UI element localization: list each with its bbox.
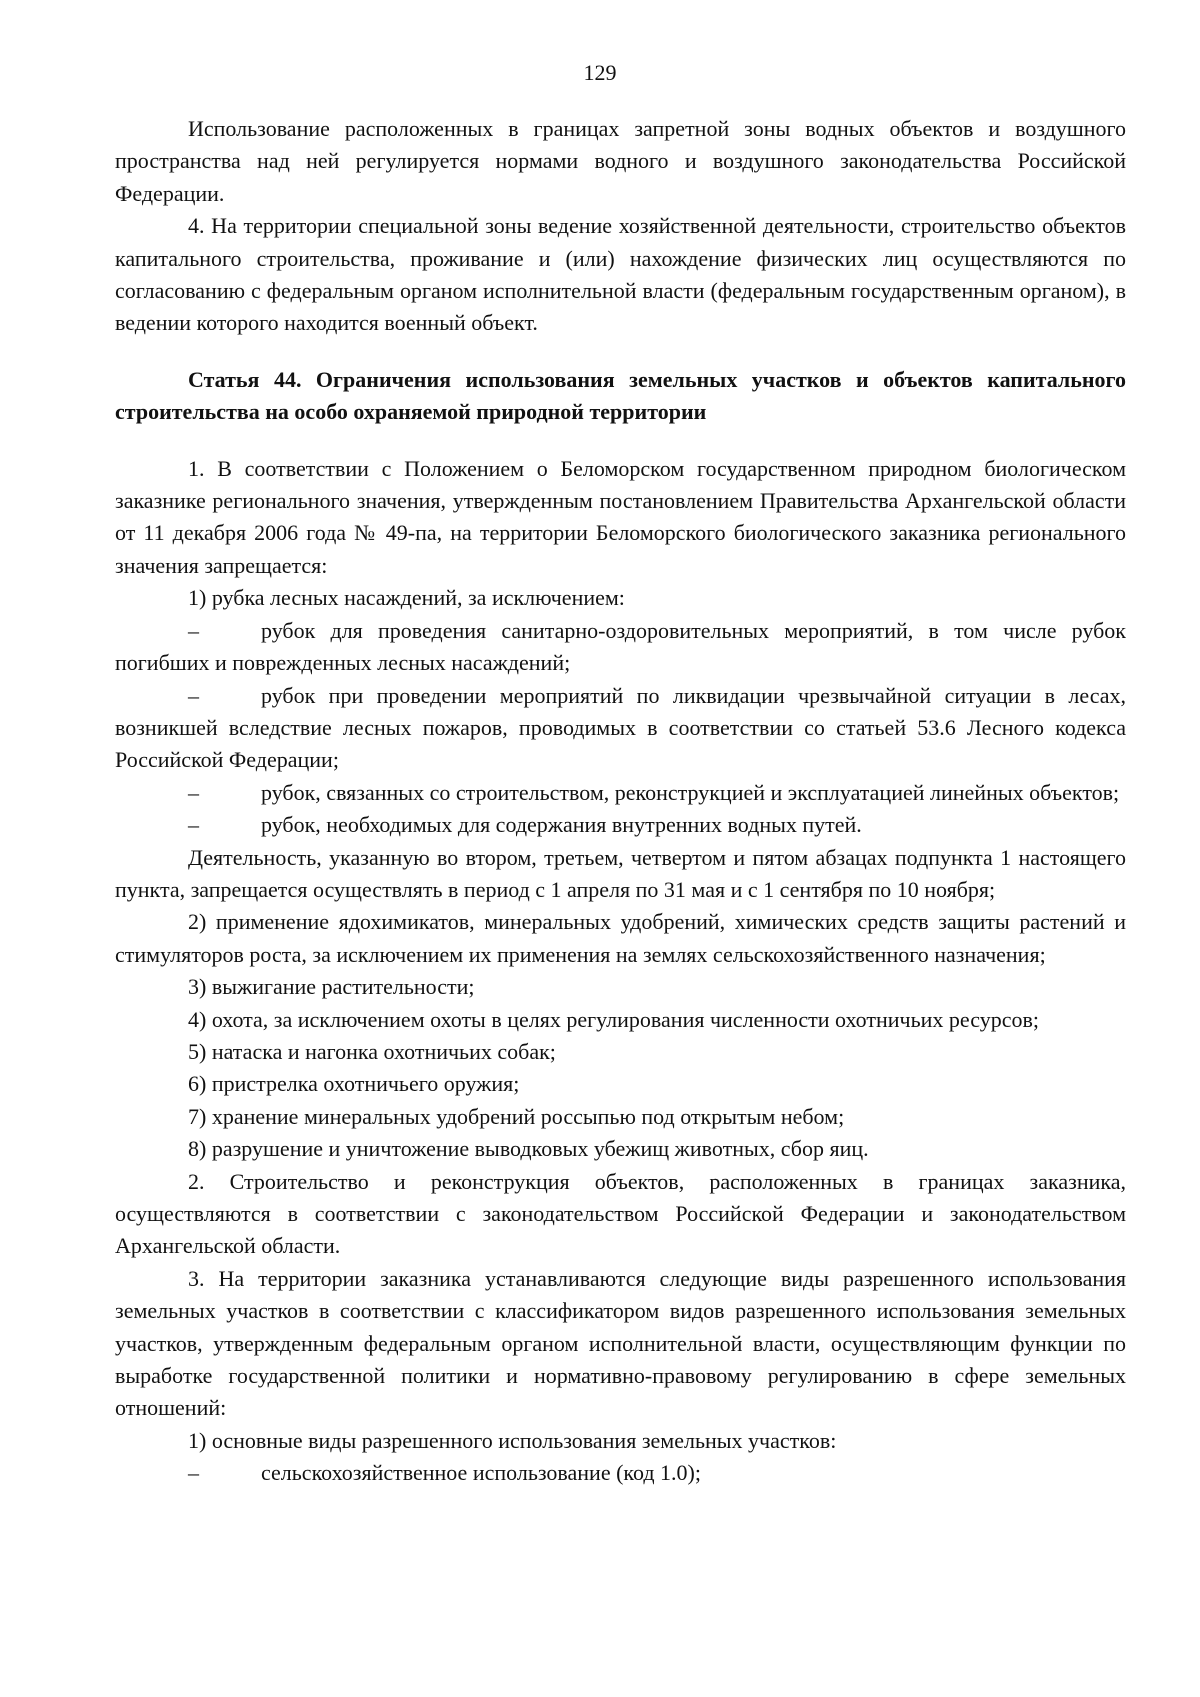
paragraph: 4. На территории специальной зоны ведение хозяйственной деятельности, строительство объектов капитального строительства, проживание и (или) нахождение физических лиц осуществляются по согласованию с федеральным органом исполнительной власти (федеральным государственным органом), в ведении которого находится военный объект. — [115, 213, 1126, 336]
dash-item-text: рубок, связанных со строительством, реконструкцией и эксплуатацией линейных объектов; — [261, 779, 1120, 805]
dash-list-item — [115, 809, 1126, 841]
paragraph: Деятельность, указанную во втором, третьем, четвертом и пятом абзацах подпункта 1 настоящего пункта, запрещается осуществлять в период с 1 апреля по 31 мая и с 1 сентября по 10 ноября; — [115, 844, 1126, 902]
dash-item-text: рубок при проведении мероприятий по ликвидации чрезвычайной ситуации в лесах, возникшей вследствие лесных пожаров, проводимых в соответствии со статьей 53.6 Лесного кодекса Российской Федерации; — [115, 682, 1126, 773]
paragraph: 1) основные виды разрешенного использования земельных участков: — [188, 1427, 837, 1453]
paragraph: 6) пристрелка охотничьего оружия; — [188, 1071, 520, 1097]
paragraph: 4) охота, за исключением охоты в целях регулирования численности охотничьих ресурсов; — [188, 1006, 1039, 1032]
paragraph: 3. На территории заказника устанавливаются следующие виды разрешенного использования земельных участков в соответствии с классификатором видов разрешенного использования земельных участков, утвержденным федеральным органом исполнительной власти, осуществляющим функции по выработке государственной политики и нормативно-правовому регулированию в сфере земельных отношений: — [115, 1265, 1126, 1421]
paragraph: 8) разрушение и уничтожение выводковых убежищ животных, сбор яиц. — [188, 1136, 869, 1162]
dash-item-text: сельскохозяйственное использование (код 1.0); — [261, 1460, 701, 1486]
paragraph: 3) выжигание растительности; — [188, 974, 475, 1000]
article-heading: Статья 44. Ограничения использования земельных участков и объектов капитального строительства на особо охраняемой природной территории — [115, 366, 1126, 425]
dash-marker: – — [188, 779, 199, 805]
paragraph: Использование расположенных в границах запретной зоны водных объектов и воздушного пространства над ней регулируется нормами водного и воздушного законодательства Российской Федерации. — [115, 116, 1126, 206]
paragraph: 2. Строительство и реконструкция объектов, расположенных в границах заказника, осуществляются в соответствии с законодательством Российской Федерации и законодательством Архангельской области. — [115, 1168, 1126, 1259]
dash-marker: – — [188, 682, 199, 708]
dash-item-text: рубок, необходимых для содержания внутренних водных путей. — [261, 812, 862, 838]
paragraph: 1) рубка лесных насаждений, за исключением: — [188, 585, 625, 611]
dash-list-item — [115, 680, 1126, 777]
dash-list-item — [115, 615, 1126, 680]
dash-list-item — [115, 777, 1126, 809]
page-number: 129 — [583, 60, 617, 85]
dash-list-item — [115, 1457, 1126, 1489]
paragraph: 5) натаска и нагонка охотничьих собак; — [188, 1038, 556, 1064]
dash-marker: – — [188, 1460, 199, 1486]
document-body — [115, 113, 1126, 1490]
paragraph: 2) применение ядохимикатов, минеральных удобрений, химических средств защиты растений и стимуляторов роста, за исключением их применения на землях сельскохозяйственного назначения; — [115, 909, 1126, 967]
paragraph: 1. В соответствии с Положением о Беломорском государственном природном биологическом заказнике регионального значения, утвержденным постановлением Правительства Архангельской области от 11 декабря 2006 года № 49-па, на территории Беломорского биологического заказника регионального значения запрещается: — [115, 455, 1126, 578]
dash-marker: – — [188, 812, 199, 838]
paragraph: 7) хранение минеральных удобрений россыпью под открытым небом; — [188, 1103, 845, 1129]
dash-item-text: рубок для проведения санитарно-оздоровительных мероприятий, в том числе рубок погибших и поврежденных лесных насаждений; — [115, 617, 1126, 676]
dash-marker: – — [188, 617, 199, 643]
